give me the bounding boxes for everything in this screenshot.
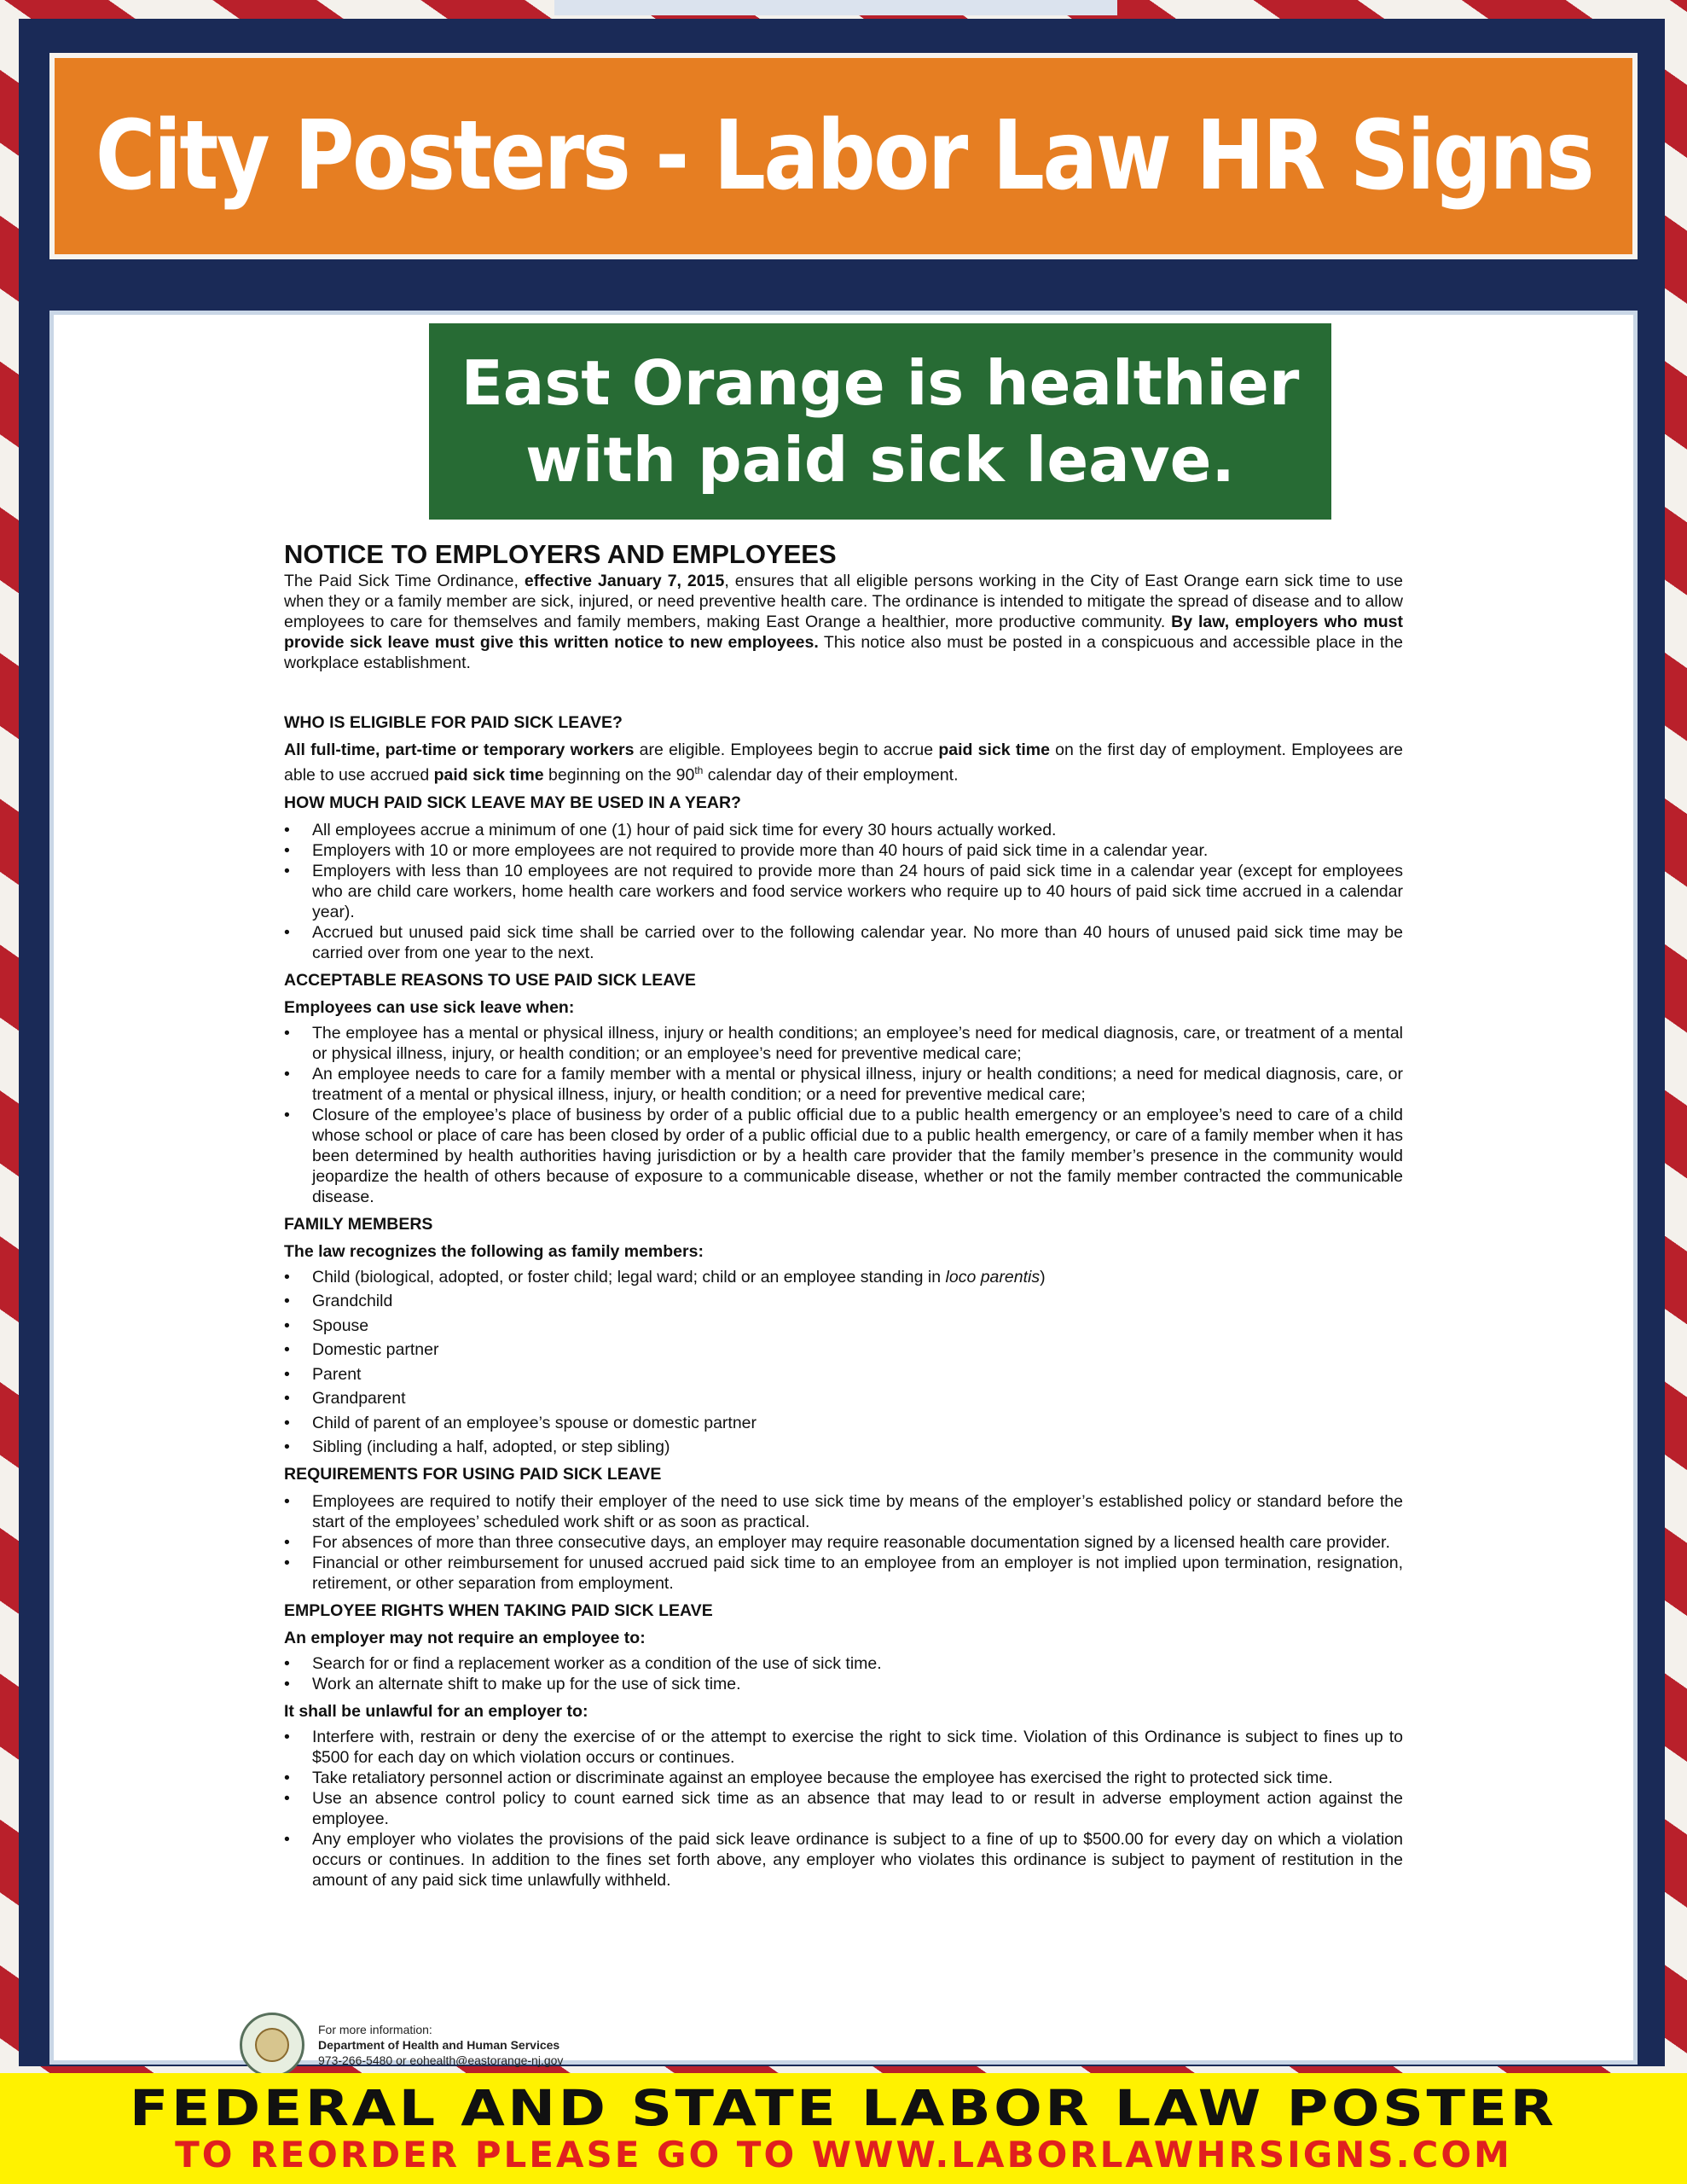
family-list: [284, 1267, 1403, 1458]
list-item: • Take retaliatory personnel action or discriminate against an employee because the employee has exercised the right to protected sick time.: [284, 1768, 1403, 1788]
family-item-text: ): [1040, 1267, 1046, 1287]
section-heading-requirements: REQUIREMENTS FOR USING PAID SICK LEAVE: [284, 1465, 662, 1484]
contact-block: [240, 2011, 563, 2079]
notice-title: NOTICE TO EMPLOYERS AND EMPLOYEES: [284, 539, 837, 569]
section-heading-reasons: ACCEPTABLE REASONS TO USE PAID SICK LEAVE: [284, 970, 696, 990]
list-item: • Financial or other reimbursement for unused accrued paid sick time to an employee from an employer is not implied upon termination, resignation, retirement, or other separation from employment.: [284, 1553, 1403, 1594]
section-heading-family: FAMILY MEMBERS: [284, 1214, 433, 1234]
ordinal-suffix: th: [694, 764, 704, 776]
list-item: • Closure of the employee’s place of business by order of a public official due to a public health emergency or an employee’s need to care of a child whose school or place of care has been closed by order of a public official due to a public health emergency, or care of a family member when it has been determined by health authorities having jurisdiction or by a health care provider that the family member’s presence in the community would jeopardize the health of others because of exposure to a communicable disease, whether or not the family member contracted the communicable disease.: [284, 1105, 1403, 1207]
list-item: • Employees are required to notify their employer of the need to use sick time by means of the employer’s established policy or standard before the start of the employees’ scheduled work shift or as soon as practical.: [284, 1491, 1403, 1532]
effective-date: effective January 7, 2015: [524, 572, 725, 590]
headline-line-2: with paid sick leave.: [525, 424, 1235, 496]
list-item: • Employers with less than 10 employees are not required to provide more than 24 hours of paid sick time in a calendar year (except for employees who are child care workers, home health care workers and food service workers who require up to 40 hours of paid sick time accrued in a calendar year).: [284, 861, 1403, 922]
eligible-text-part: on the first day of employment. Employees are able to use accrued: [284, 741, 1404, 785]
city-seal-icon: [240, 2013, 304, 2077]
family-item-italic: loco parentis: [945, 1267, 1041, 1287]
contact-details: 973-266-5480 or eohealth@eastorange-nj.gov: [318, 2053, 564, 2067]
rights-subheading-2: It shall be unlawful for an employer to:: [284, 1702, 588, 1721]
list-item: • Employers with 10 or more employees are not required to provide more than 40 hours of paid sick time in a calendar year.: [284, 840, 1403, 861]
section-heading-rights: EMPLOYEE RIGHTS WHEN TAKING PAID SICK LEAVE: [284, 1601, 713, 1620]
top-banner: [49, 53, 1638, 259]
list-item: [284, 1267, 1403, 1287]
seal-center: [255, 2028, 289, 2062]
eligible-emphasis: paid sick time: [433, 765, 544, 785]
list-item: • Spouse: [284, 1316, 1403, 1336]
list-item: • All employees accrue a minimum of one (1) hour of paid sick time for every 30 hours actually worked.: [284, 820, 1403, 840]
eligible-text: [284, 740, 1403, 786]
requirements-list: [284, 1491, 1403, 1594]
section-heading-how-much: HOW MUCH PAID SICK LEAVE MAY BE USED IN A YEAR?: [284, 793, 741, 812]
notice-intro: [284, 571, 1403, 673]
reasons-list: [284, 1023, 1403, 1207]
rights-subheading-1: An employer may not require an employee to:: [284, 1629, 646, 1647]
eligible-text-part: beginning on the 90: [543, 765, 695, 785]
list-item: • Interfere with, restrain or deny the exercise of or the attempt to exercise the right to sick time. Violation of this Ordinance is subject to fines up to $500 for each day on which violation occurs or continues.: [284, 1727, 1403, 1768]
intro-text: , ensures that all eligible persons working in the City of East Orange earn sick time to use when they or a family member are sick, injured, or need preventive health care. The ordinance is intended to mitigate the spread of disease and to allow employees to care for themselves and family members, making East Orange a healthier, more productive community.: [284, 572, 1404, 631]
section-heading-eligible: WHO IS ELIGIBLE FOR PAID SICK LEAVE?: [284, 713, 623, 732]
list-item: • Grandparent: [284, 1388, 1403, 1409]
flag-background-strip: [554, 0, 1117, 15]
list-item: • Any employer who violates the provisions of the paid sick leave ordinance is subject to a fine of up to $500.00 for every day on which a violation occurs or continues. In addition to the fines set forth above, any employer who violates this ordinance is subject to payment of restitution in the amount of any paid sick time unlawfully withheld.: [284, 1829, 1403, 1891]
poster-paper: [49, 311, 1638, 2065]
list-item: • An employee needs to care for a family member with a mental or physical illness, injury or health conditions; a need for medical diagnosis, care, or treatment of a mental or physical illness, injury, or health condition; or a need for preventive medical care;: [284, 1064, 1403, 1105]
notice-content: [284, 538, 1403, 1891]
eligible-emphasis: paid sick time: [938, 741, 1050, 759]
eligible-text-part: are eligible. Employees begin to accrue: [634, 741, 939, 759]
rights-list-1: [284, 1653, 1403, 1694]
list-item: • Sibling (including a half, adopted, or step sibling): [284, 1437, 1403, 1457]
bottom-banner-title: FEDERAL AND STATE LABOR LAW POSTER: [130, 2079, 1557, 2137]
contact-department: Department of Health and Human Services: [318, 2038, 560, 2052]
list-item: • Work an alternate shift to make up for the use of sick time.: [284, 1674, 1403, 1694]
intro-text: This notice also must be posted in a conspicuous and accessible place in the workplace establishment.: [284, 633, 1403, 672]
list-item: • The employee has a mental or physical illness, injury or health conditions; an employee’s need for medical diagnosis, care, or treatment of a mental or physical illness, injury, or health condition; or an employee’s need for preventive medical care;: [284, 1023, 1403, 1064]
intro-emphasis: By law, employers who must provide sick leave must give this written notice to new employees.: [284, 613, 1403, 652]
contact-label: For more information:: [318, 2023, 432, 2036]
family-item-text: Child (biological, adopted, or foster child; legal ward; child or an employee standing in: [312, 1267, 946, 1287]
contact-text: [318, 2022, 563, 2068]
list-item: • Child of parent of an employee’s spouse or domestic partner: [284, 1413, 1403, 1433]
list-item: • Grandchild: [284, 1291, 1403, 1311]
list-item: • Accrued but unused paid sick time shall be carried over to the following calendar year. No more than 40 hours of unused paid sick time may be carried over from one year to the next.: [284, 922, 1403, 963]
headline-line-1: East Orange is healthier: [461, 347, 1300, 419]
list-item: • Use an absence control policy to count earned sick time as an absence that may lead to or result in adverse employment action against the employee.: [284, 1788, 1403, 1829]
reasons-subheading: Employees can use sick leave when:: [284, 997, 575, 1017]
intro-text: The Paid Sick Time Ordinance,: [284, 572, 525, 590]
list-item: • For absences of more than three consecutive days, an employer may require reasonable documentation signed by a licensed health care provider.: [284, 1532, 1403, 1553]
list-item: • Parent: [284, 1364, 1403, 1385]
list-item: • Domestic partner: [284, 1339, 1403, 1360]
bottom-banner: [0, 2073, 1687, 2184]
eligible-text-part: calendar day of their employment.: [703, 765, 959, 785]
reorder-link-text: TO REORDER PLEASE GO TO WWW.LABORLAWHRSIGNS.COM: [175, 2134, 1512, 2175]
how-much-list: [284, 820, 1403, 963]
list-item: • Search for or find a replacement worker as a condition of the use of sick time.: [284, 1653, 1403, 1674]
family-subheading: The law recognizes the following as family members:: [284, 1241, 704, 1261]
banner-title: City Posters - Labor Law HR Signs: [95, 101, 1592, 212]
rights-list-2: [284, 1727, 1403, 1891]
headline-box: [429, 323, 1331, 520]
eligible-emphasis: All full-time, part-time or temporary workers: [284, 741, 635, 759]
